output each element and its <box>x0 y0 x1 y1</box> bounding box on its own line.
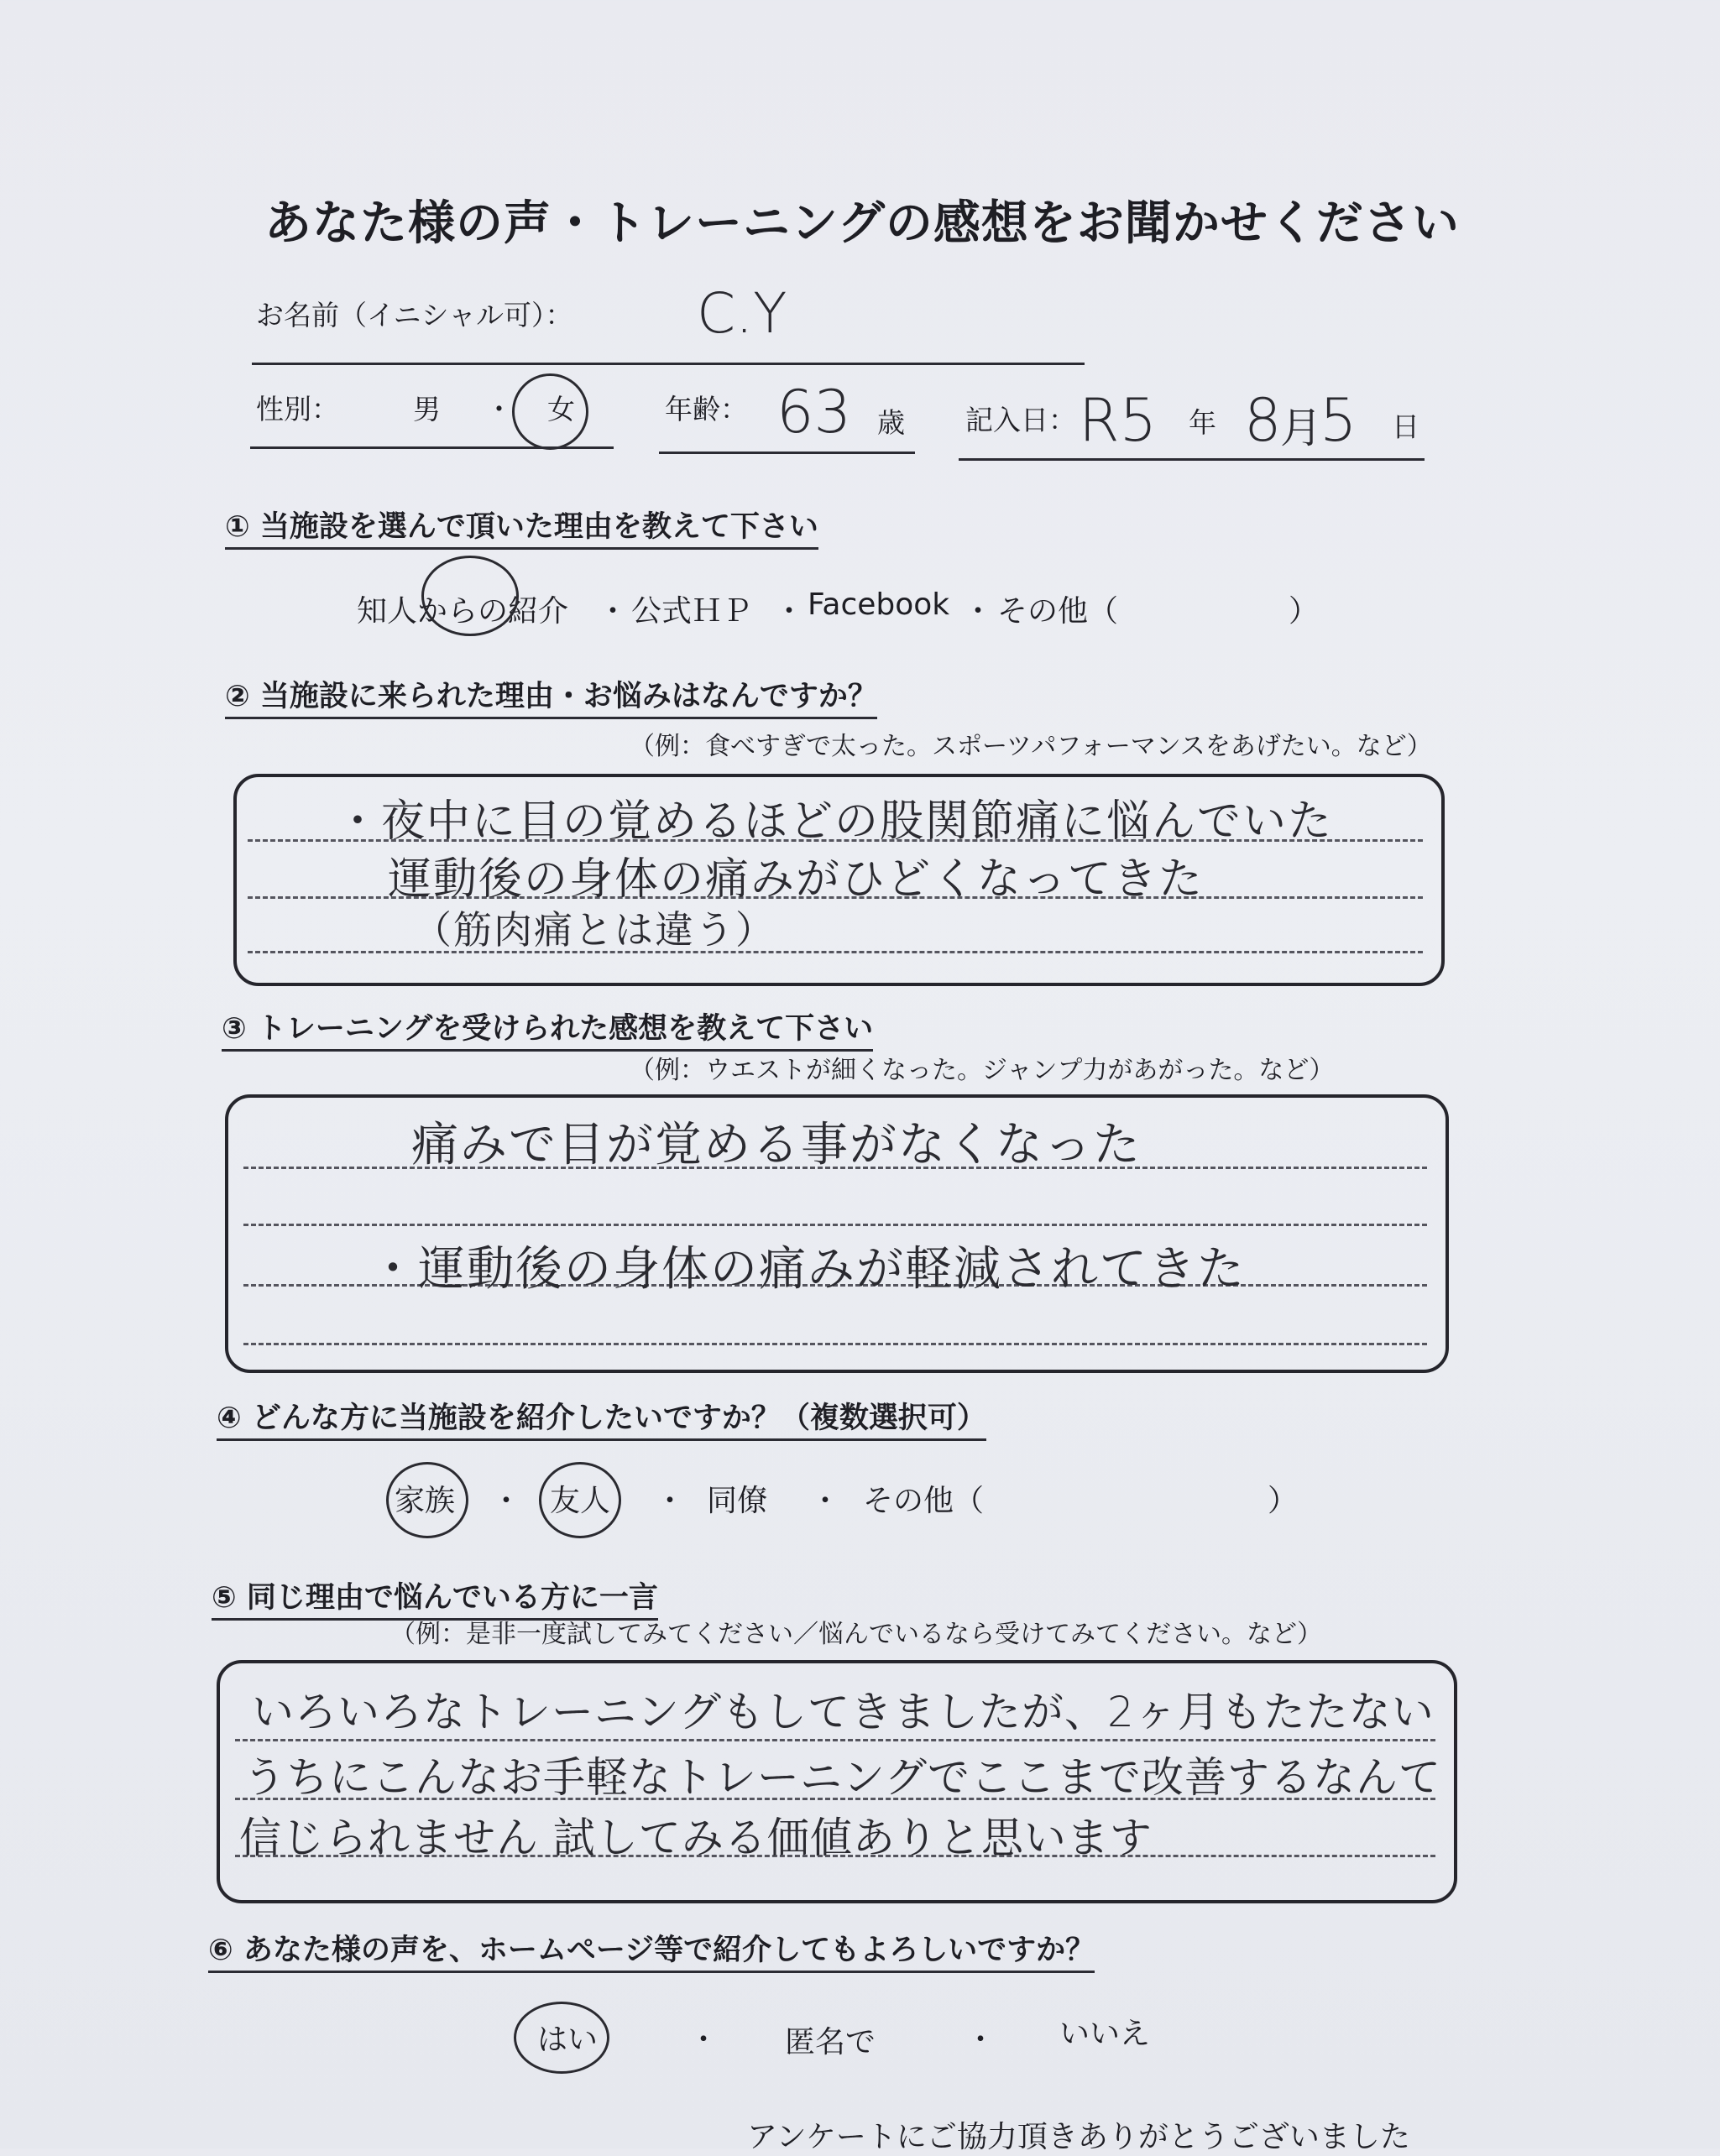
q6-separator-2: ・ <box>965 2023 996 2057</box>
q3-heading: ③ トレーニングを受けられた感想を教えて下さい <box>222 1005 873 1052</box>
q2-answer-line-1: ・夜中に目の覚めるほどの股関節痛に悩んでいた <box>336 796 1334 847</box>
name-underline <box>252 363 1085 365</box>
q1-separator-1: ・ <box>598 594 629 629</box>
q4-option-family[interactable]: 家族 <box>395 1484 456 1518</box>
gender-label: 性別： <box>256 393 339 425</box>
selected-circle-family <box>386 1462 468 1538</box>
date-month[interactable]: 8 <box>1244 386 1282 455</box>
q4-heading: ④ どんな方に当施設を紹介したいですか？（複数選択可） <box>217 1395 986 1441</box>
gender-separator: ・ <box>485 393 513 425</box>
q6-option-no[interactable]: いいえ <box>1059 2017 1151 2051</box>
q4-separator-3: ・ <box>810 1484 841 1518</box>
q4-option-friend[interactable]: 友人 <box>550 1484 611 1518</box>
age-value[interactable]: 63 <box>776 378 852 446</box>
year-unit: 年 <box>1189 406 1216 439</box>
q1-option-other[interactable]: その他（ <box>997 594 1119 629</box>
q1-option-acquaintance[interactable]: 知人からの紹介 <box>357 594 569 629</box>
q5-answer-line-2: うちにこんなお手軽なトレーニングでここまで改善するなんて <box>243 1753 1441 1802</box>
q2-answer-line-3: （筋肉痛とは違う） <box>413 907 776 953</box>
q4-separator-1: ・ <box>491 1484 522 1518</box>
q4-option-colleague[interactable]: 同僚 <box>707 1484 768 1518</box>
date-label: 記入日： <box>965 404 1076 436</box>
selected-circle-acquaintance <box>421 556 519 636</box>
q2-heading: ② 当施設に来られた理由・お悩みはなんですか？ <box>225 673 877 719</box>
q6-option-anonymous[interactable]: 匿名で <box>785 2025 876 2059</box>
gender-underline <box>250 446 614 449</box>
q1-option-facebook[interactable]: Facebook <box>808 587 950 622</box>
q5-dashed-line-1 <box>235 1739 1435 1741</box>
q4-option-other[interactable]: その他（ <box>863 1484 985 1518</box>
q5-answer-line-1: いろいろなトレーニングもしてきましたが、2ヶ月もたたない <box>252 1688 1435 1736</box>
q3-example: （例：ウエストが細くなった。ジャンプ力があがった。など） <box>630 1056 1335 1085</box>
age-underline <box>659 452 915 454</box>
q5-heading: ⑤ 同じ理由で悩んでいる方に一言 <box>212 1574 658 1621</box>
q2-example: （例：食べすぎで太った。スポーツパフォーマンスをあげたい。など） <box>630 732 1432 761</box>
selected-circle-friend <box>539 1462 621 1538</box>
gender-option-male[interactable]: 男 <box>413 393 441 425</box>
q4-separator-2: ・ <box>655 1484 686 1518</box>
q3-answer-line-2: ・運動後の身体の痛みが軽減されてきた <box>369 1242 1246 1297</box>
date-underline <box>959 458 1425 461</box>
q6-separator-1: ・ <box>688 2023 719 2057</box>
q1-separator-3: ・ <box>963 594 994 629</box>
selected-circle-female <box>512 373 588 450</box>
month-unit: 月 <box>1280 404 1322 452</box>
name-label: お名前（イニシャル可）： <box>256 299 573 331</box>
q2-answer-line-2: 運動後の身体の痛みがひどくなってきた <box>388 854 1205 905</box>
form-title: あなた様の声・トレーニングの感想をお聞かせください <box>264 196 1460 251</box>
q5-example: （例：是非一度試してみてください／悩んでいるなら受けてみてください。など） <box>390 1620 1322 1649</box>
q1-heading: ① 当施設を選んで頂いた理由を教えて下さい <box>225 504 818 550</box>
q4-option-other-close: ） <box>1268 1484 1299 1518</box>
footer-thanks: アンケートにご協力頂きありがとうございました <box>747 2120 1410 2154</box>
day-unit: 日 <box>1392 410 1419 443</box>
q6-heading: ⑥ あなた様の声を、ホームページ等で紹介してもよろしいですか？ <box>208 1927 1095 1973</box>
q5-answer-line-3: 信じられません 試してみる価値ありと思います <box>239 1814 1153 1862</box>
q3-answer-line-1: 痛みで目が覚める事がなくなった <box>411 1118 1142 1172</box>
q1-separator-2: ・ <box>774 594 805 629</box>
q3-dashed-line-2 <box>243 1224 1427 1226</box>
date-day[interactable]: 5 <box>1320 386 1357 455</box>
q6-option-yes[interactable]: はい <box>537 2023 599 2057</box>
q3-dashed-line-4 <box>243 1343 1427 1345</box>
q1-option-other-close: ） <box>1289 594 1320 629</box>
q1-option-official-hp[interactable]: 公式ＨＰ <box>631 594 753 629</box>
gender-option-female[interactable]: 女 <box>547 393 575 425</box>
date-year[interactable]: R5 <box>1079 386 1158 455</box>
age-unit: 歳 <box>877 406 905 439</box>
selected-circle-yes <box>514 2002 609 2074</box>
age-label: 年齢： <box>665 393 748 425</box>
name-value[interactable]: C.Y <box>697 281 787 346</box>
